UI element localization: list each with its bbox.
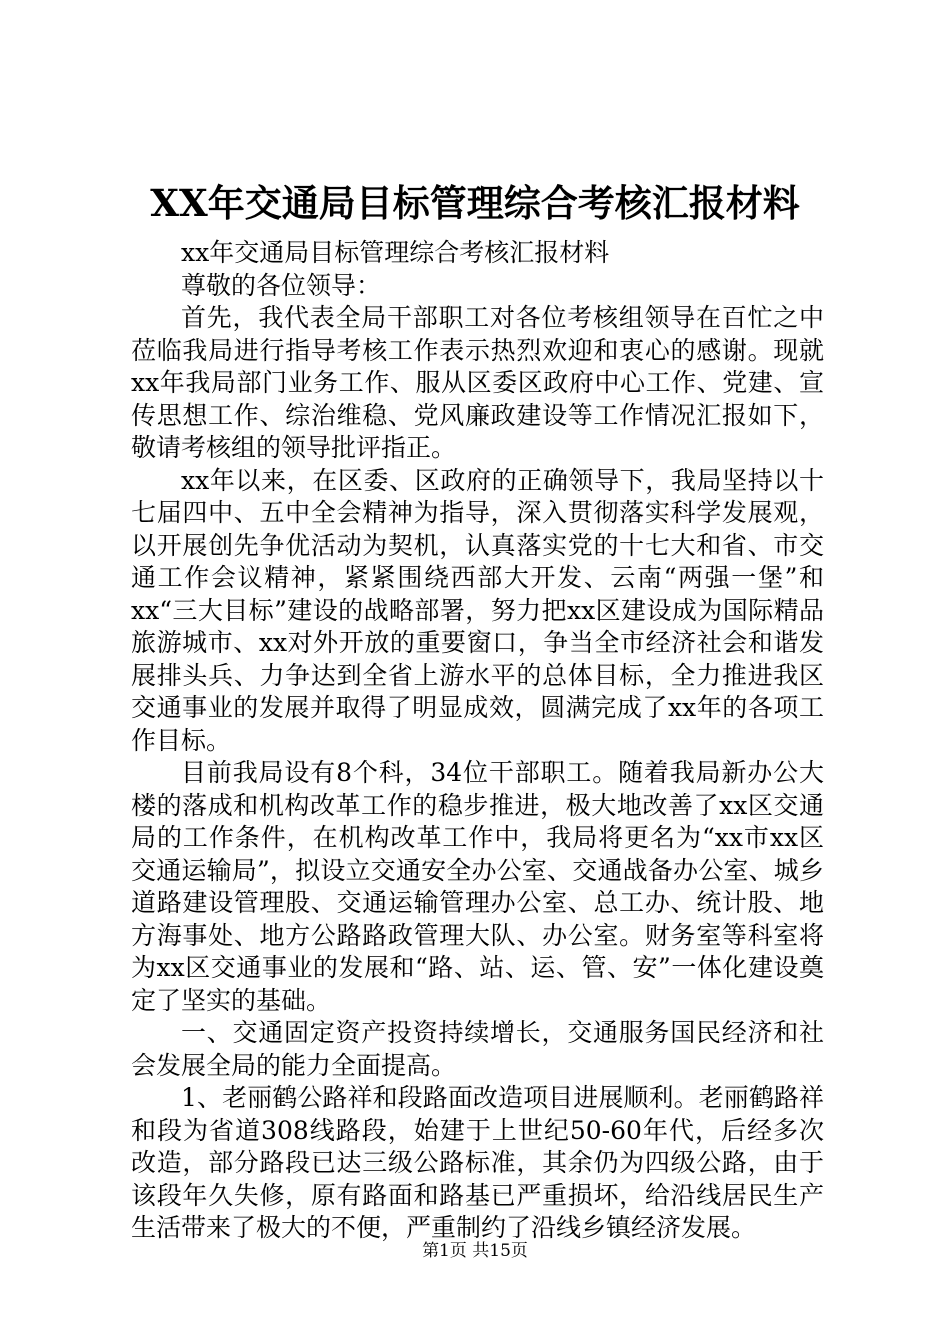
- document-title: XX年交通局目标管理综合考核汇报材料: [150, 181, 800, 225]
- subtitle-paragraph: xx年交通局目标管理综合考核汇报材料: [181, 238, 610, 267]
- body-paragraph: 目前我局设有8个科，34位干部职工。随着我局新办公大楼的落成和机构改革工作的稳步推进，极大地改善了xx区交通局的工作条件，在机构改革工作中，我局将更名为“xx市xx区交通运输局”，拟设立交通安全办公室、交通战备办公室、城乡道路建设管理股、交通运输管理办公室、总工办、统计股、地方海事处、地方公路路政管理大队、办公室。财务室等科室将为xx区交通事业的发展和“路、站、运、管、安”一体化建设奠定了坚实的基础。: [131, 758, 824, 1015]
- page-footer: 第1页 共15页: [422, 1241, 528, 1261]
- body-paragraph: xx年以来，在区委、区政府的正确领导下，我局坚持以十七届四中、五中全会精神为指导，深入贯彻落实科学发展观，以开展创先争优活动为契机，认真落实党的十七大和省、市交通工作会议精神，紧紧围绕西部大开发、云南“两强一堡”和xx“三大目标”建设的战略部署，努力把xx区建设成为国际精品旅游城市、xx对外开放的重要窗口，争当全市经济社会和谐发展排头兵、力争达到全省上游水平的总体目标，全力推进我区交通事业的发展并取得了明显成效，圆满完成了xx年的各项工作目标。: [131, 465, 824, 755]
- section-heading-paragraph: 一、交通固定资产投资持续增长，交通服务国民经济和社会发展全局的能力全面提高。: [131, 1018, 824, 1080]
- body-paragraph: 首先，我代表全局干部职工对各位考核组领导在百忙之中莅临我局进行指导考核工作表示热烈欢迎和衷心的感谢。现就xx年我局部门业务工作、服从区委区政府中心工作、党建、宣传思想工作、综治维稳、党风廉政建设等工作情况汇报如下，敬请考核组的领导批评指正。: [131, 303, 824, 462]
- body-paragraph: 1、老丽鹤公路祥和段路面改造项目进展顺利。老丽鹤路祥和段为省道308线路段，始建于上世纪50-60年代，后经多次改造，部分路段已达三级公路标准，其余仍为四级公路，由于该段年久失修，原有路面和路基已严重损坏，给沿线居民生产生活带来了极大的不便，严重制约了沿线乡镇经济发展。: [131, 1083, 824, 1242]
- document-body: [131, 237, 824, 1245]
- salutation-paragraph: 尊敬的各位领导：: [181, 270, 382, 300]
